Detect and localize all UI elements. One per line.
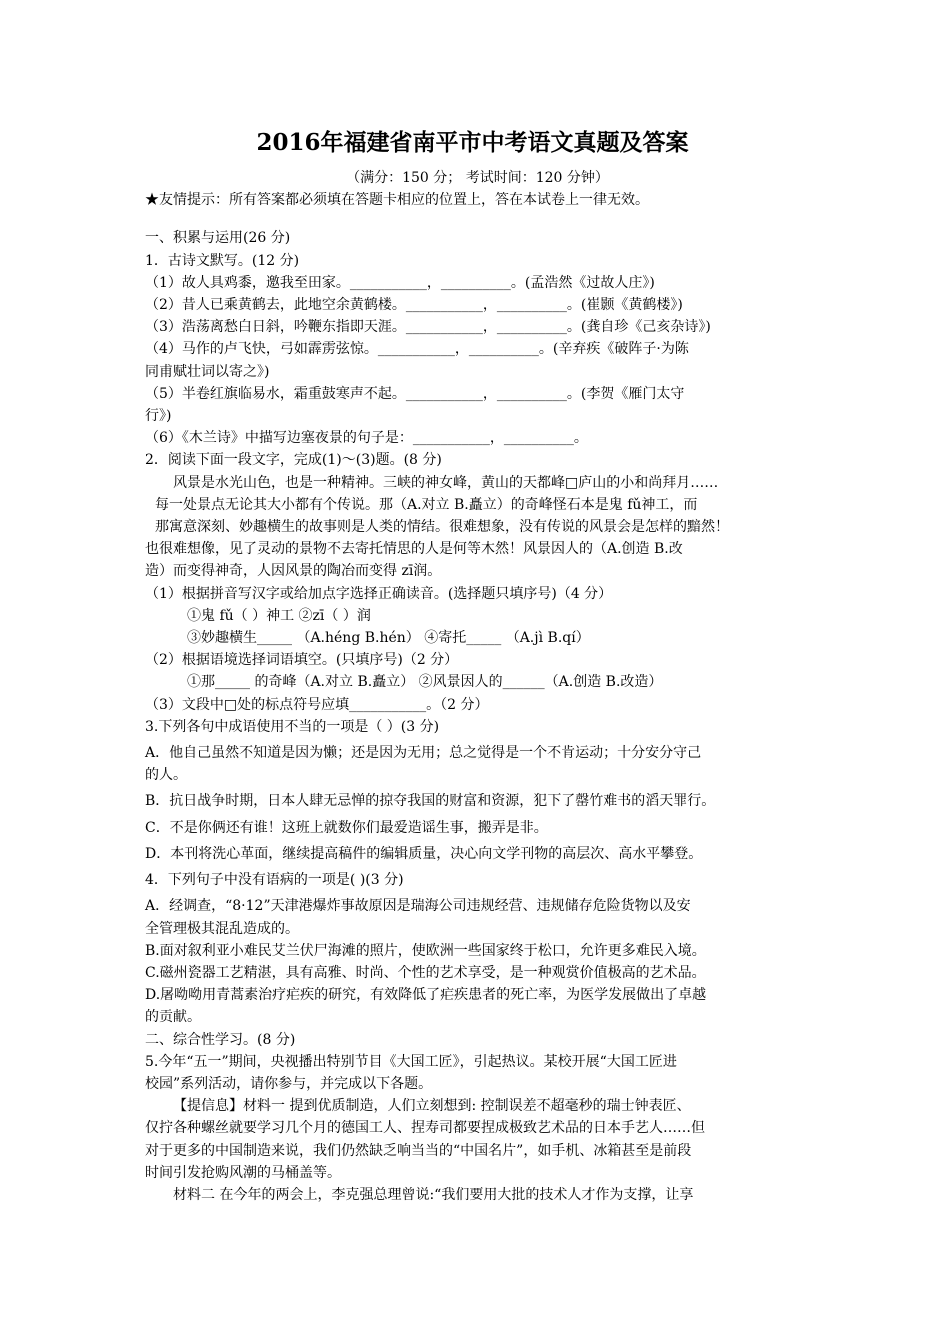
passage-line: 造）而变得神奇，人因风景的陶冶而变得 zī润。 — [145, 563, 442, 580]
passage-line: 那寓意深刻、妙趣横生的故事则是人类的情结。很难想象，没有传说的风景会是怎样的黯然！ — [155, 519, 729, 536]
question-line: ③妙趣横生_____ （A.héng B.hén） ④寄托_____ （A.jì B.qí） — [187, 630, 590, 647]
option-line: D.屠呦呦用青蒿素治疗疟疾的研究，有效降低了疟疾患者的死亡率，为医学发展做出了卓越 — [145, 987, 707, 1004]
question-line: （3）文段中□处的标点符号应填___________。（2 分） — [145, 696, 489, 713]
material-line: 仅拧各种螺丝就要学习几个月的德国工人、捏寿司都要捏成极致艺术品的日本手艺人……但 — [145, 1120, 705, 1137]
option-line: D．本刊将洗心革面，继续提高稿件的编辑质量，决心向文学刊物的高层次、高水平攀登。 — [145, 845, 703, 862]
document-title: 2016年福建省南平市中考语文真题及答案 — [256, 129, 689, 156]
material-line: 对于更多的中国制造来说，我们仍然缺乏响当当的“中国名片”，如手机、冰箱甚至是前段 — [145, 1142, 692, 1159]
option-line: B．抗日战争时期，日本人肆无忌惮的掠夺我国的财富和资源，犯下了罄竹难书的滔天罪行。 — [145, 793, 716, 810]
question-line: （1）根据拼音写汉字或给加点字选择正确读音。(选择题只填序号)（4 分） — [145, 585, 613, 602]
option-line: 的贡献。 — [145, 1009, 201, 1026]
question-line: 校园”系列活动，请你参与，并完成以下各题。 — [145, 1075, 433, 1092]
material-line: 材料二 在今年的两会上，李克强总理曾说:“我们要用大批的技术人才作为支撑，让享 — [173, 1186, 694, 1203]
option-line: C.磁州瓷器工艺精湛，具有高雅、时尚、个性的艺术享受，是一种观赏价值极高的艺术品。 — [145, 964, 706, 981]
passage-line: 风景是水光山色，也是一种精神。三峡的神女峰，黄山的天都峰□庐山的小和尚拜月…… — [173, 474, 719, 491]
option-line: 的人。 — [145, 767, 187, 784]
question-line: （2）昔人已乘黄鹤去，此地空余黄鹤楼。___________，__________。(崔颢《黄鹤楼》) — [145, 297, 683, 314]
question-line: （3）浩荡离愁白日斜，吟鞭东指即天涯。___________，__________。(龚自珍《己亥杂诗》) — [145, 319, 711, 336]
question-line: （6）《木兰诗》中描写边塞夜景的句子是：___________，__________。 — [145, 430, 588, 447]
question-line: （5）半卷红旗临易水，霜重鼓寒声不起。___________，__________。(李贺《雁门太守 — [145, 385, 685, 402]
passage-line: 每一处景点无论其大小都有个传说。那（A.对立 B.矗立）的奇峰怪石本是鬼 fǔ神工，而 — [155, 496, 698, 513]
question-heading: 1．古诗文默写。(12 分) — [145, 252, 300, 269]
material-line: 【提信息】材料一 提到优质制造，人们立刻想到: 控制误差不超毫秒的瑞士钟表匠、 — [173, 1098, 691, 1115]
question-line: （4）马作的卢飞快，弓如霹雳弦惊。___________，__________。(辛弃疾《破阵子·为陈 — [145, 341, 689, 358]
question-line: （1）故人具鸡黍，邀我至田家。___________，__________。(孟浩然《过故人庄》) — [145, 274, 655, 291]
material-line: 时间引发抢购风潮的马桶盖等。 — [145, 1164, 341, 1181]
option-line: A．他自己虽然不知道是因为懒；还是因为无用；总之觉得是一个不肯运动；十分安分守己 — [145, 745, 702, 762]
option-line: 全管理极其混乱造成的。 — [145, 920, 299, 937]
option-line: C．不是你俩还有谁！这班上就数你们最爱造谣生事，搬弄是非。 — [145, 819, 548, 836]
question-line: 同甫赋壮词以寄之》) — [145, 363, 270, 380]
question-line: 行》) — [145, 408, 172, 425]
exam-info: （满分：150 分； 考试时间：120 分钟） — [346, 170, 609, 186]
question-line: ①鬼 fǔ（ ）神工 ②zī（ ）润 — [187, 607, 371, 624]
question-heading: 4．下列句子中没有语病的一项是( )(3 分) — [145, 872, 404, 889]
question-line: ①那_____ 的奇峰（A.对立 B.矗立） ②风景因人的______（A.创造 B.改造） — [187, 674, 663, 691]
friendly-tip: ★友情提示：所有答案都必须填在答题卡相应的位置上，答在本试卷上一律无效。 — [145, 192, 649, 209]
question-line: （2）根据语境选择词语填空。(只填序号)（2 分） — [145, 652, 459, 669]
question-line: 5.今年“五一”期间，央视播出特别节目《大国工匠》，引起热议。某校开展“大国工匠进 — [145, 1053, 677, 1070]
option-line: B.面对叙利亚小难民艾兰伏尸海滩的照片，使欧洲一些国家终于松口，允许更多难民入境。 — [145, 942, 706, 959]
question-heading: 3.下列各句中成语使用不当的一项是（ ）(3 分) — [145, 718, 440, 735]
section-heading: 一、积累与运用(26 分) — [145, 230, 291, 247]
option-line: A．经调查，“8·12”天津港爆炸事故原因是瑞海公司违规经营、违规储存危险货物以及安 — [145, 898, 691, 915]
passage-line: 也很难想像，见了灵动的景物不去寄托情思的人是何等木然！风景因人的（A.创造 B.改 — [145, 541, 683, 558]
question-heading: 2．阅读下面一段文字，完成(1)～(3)题。(8 分) — [145, 452, 442, 469]
section-heading: 二、综合性学习。(8 分) — [145, 1031, 296, 1048]
